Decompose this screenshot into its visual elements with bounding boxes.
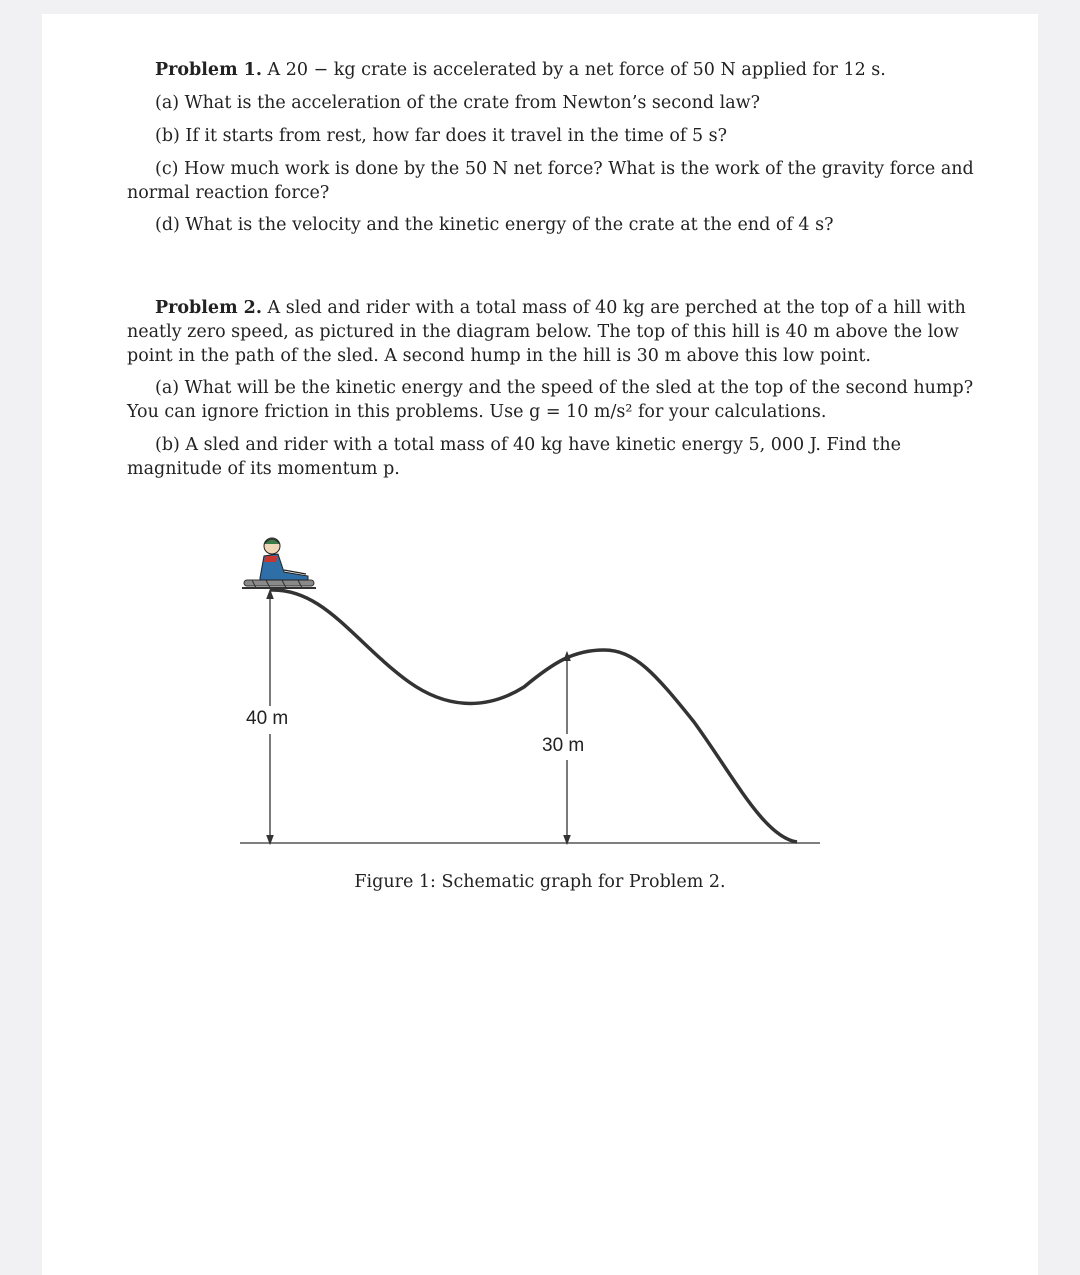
label-second-height: 30 m: [542, 735, 585, 756]
problem-2-part-b: (b) A sled and rider with a total mass of 40 kg have kinetic energy 5, 000 J. Find the magnitude of its momentum p.: [127, 435, 901, 479]
problem-2-statement: [127, 296, 979, 368]
hill-curve: [270, 590, 797, 842]
problem-1-part-b: (b) If it starts from rest, how far does it travel in the time of 5 s?: [155, 126, 728, 146]
problem-2-intro: A sled and rider with a total mass of 40 kg are perched at the top of a hill with neatly zero speed, as pictured in the diagram below. The top of this hill is 40 m above the low point in the path of the sled. A second hump in the hill is 30 m above this low point.: [127, 298, 966, 366]
problem-1-part-d: (d) What is the velocity and the kinetic energy of the crate at the end of 4 s?: [155, 215, 834, 235]
document-page: [42, 14, 1038, 1275]
figure-caption: Figure 1: Schematic graph for Problem 2.: [354, 872, 726, 892]
problem-2-heading: Problem 2.: [155, 298, 262, 318]
problem-1-heading: Problem 1.: [155, 60, 262, 80]
problem-1-intro: A 20 − kg crate is accelerated by a net force of 50 N applied for 12 s.: [261, 60, 886, 80]
sled-rider-illustration: [242, 538, 316, 588]
problem-1-part-a: (a) What is the acceleration of the crate from Newton’s second law?: [155, 93, 761, 113]
problem-2-part-a: (a) What will be the kinetic energy and the speed of the sled at the top of the second hump? You can ignore friction in this problems. Use g = 10 m/s² for your calculations.: [127, 378, 974, 422]
problem-1-statement: [127, 58, 979, 82]
problem-1-part-c: (c) How much work is done by the 50 N net force? What is the work of the gravity force and normal reaction force?: [127, 159, 974, 203]
hill-diagram: [234, 522, 834, 857]
label-first-height: 40 m: [246, 708, 289, 729]
